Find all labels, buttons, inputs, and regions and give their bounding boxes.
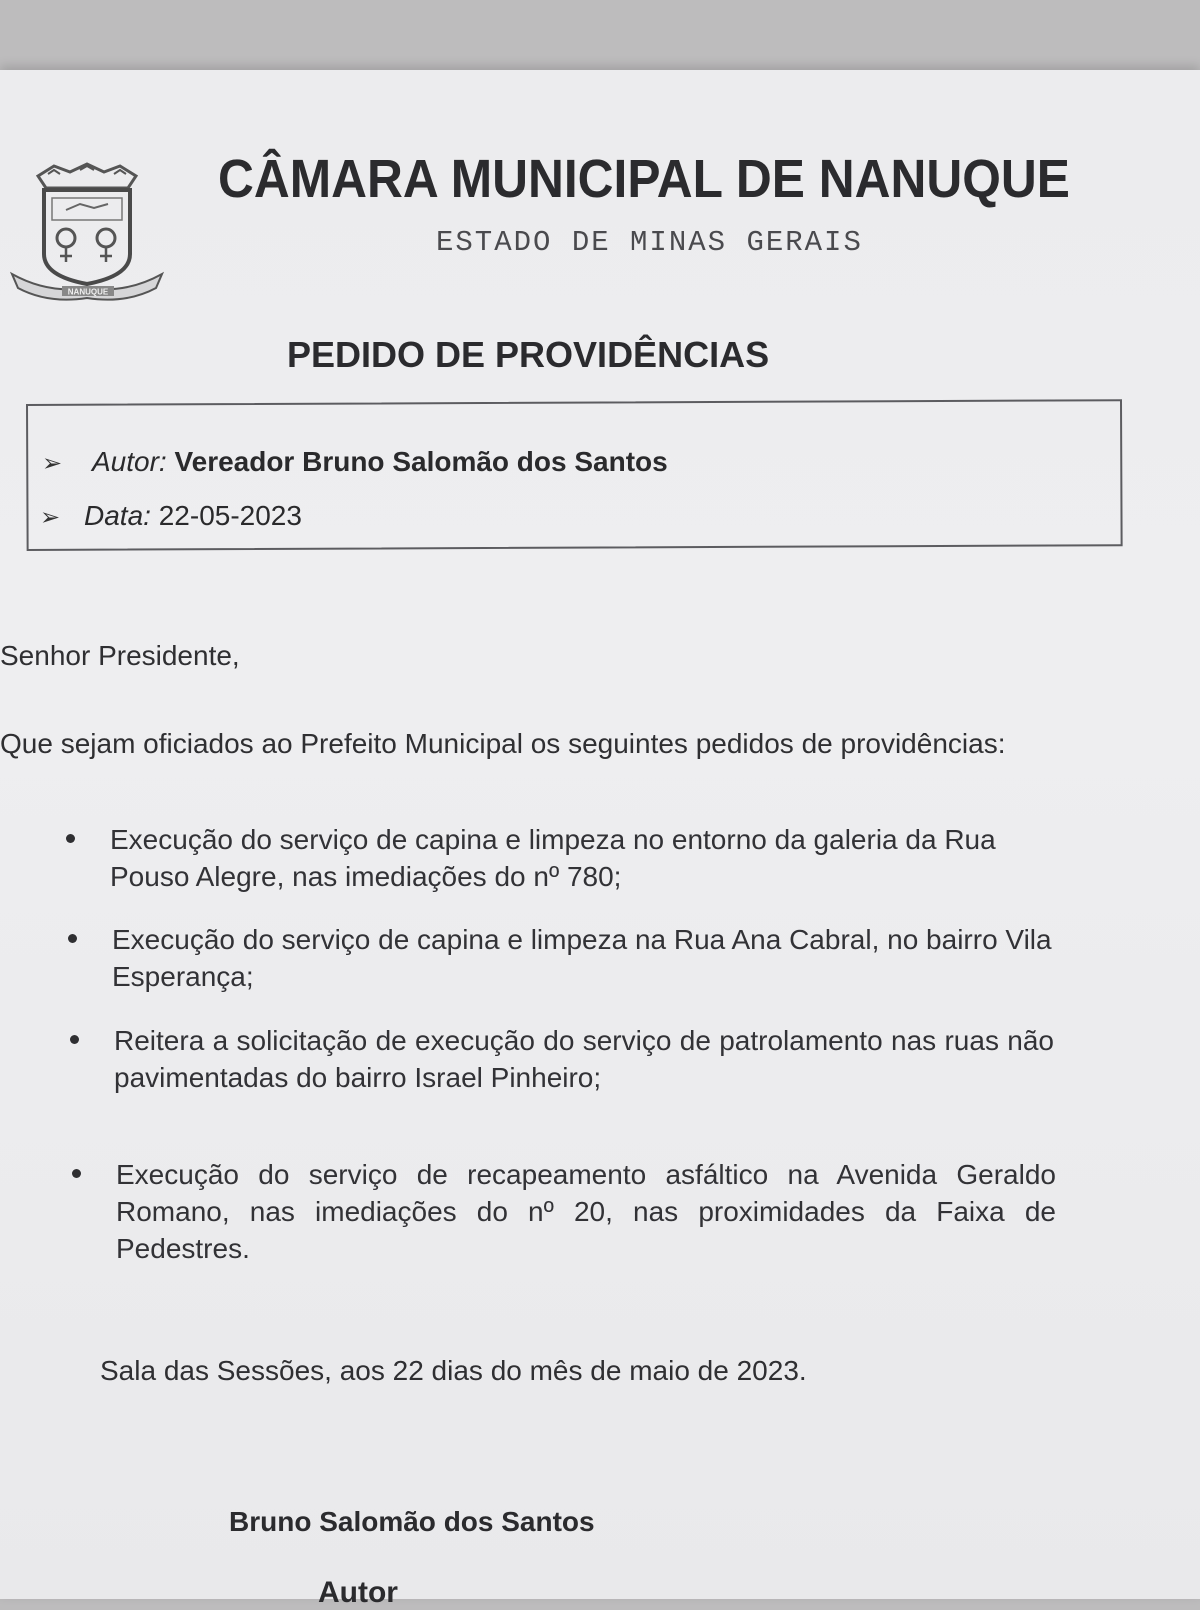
arrow-icon: ➢: [42, 450, 63, 477]
date-value: 22-05-2023: [158, 500, 302, 531]
coat-of-arms-icon: [8, 158, 166, 310]
salutation: Senhor Presidente,: [0, 640, 240, 671]
bullet-icon: [70, 1035, 79, 1044]
page-title: CÂMARA MUNICIPAL DE NANUQUE: [218, 149, 1070, 209]
list-item: [114, 1022, 1054, 1096]
arrow-icon: ➢: [40, 504, 61, 531]
closing-line: Sala das Sessões, aos 22 dias do mês de maio de 2023.: [100, 1355, 807, 1386]
list-item: [110, 821, 1050, 895]
crest-label: NANUQUE: [67, 287, 109, 297]
document-heading: PEDIDO DE PROVIDÊNCIAS: [287, 334, 770, 375]
request-text: Execução do serviço de recapeamento asfáltico na Avenida Geraldo Romano, nas imediações do nº 20, nas proximidades da Faixa de Pedestres.: [116, 1159, 1056, 1264]
page-subtitle: ESTADO DE MINAS GERAIS: [436, 226, 863, 259]
intro-paragraph: Que sejam oficiados ao Prefeito Municipal os seguintes pedidos de providências:: [0, 728, 1006, 759]
request-text: Execução do serviço de capina e limpeza na Rua Ana Cabral, no bairro Vila Esperança;: [112, 924, 1052, 992]
author-value: Vereador Bruno Salomão dos Santos: [174, 446, 668, 477]
list-item: [116, 1156, 1056, 1267]
bullet-icon: [72, 1169, 81, 1178]
signature-name: Bruno Salomão dos Santos: [229, 1506, 595, 1537]
request-text: Execução do serviço de capina e limpeza no entorno da galeria da Rua Pouso Alegre, nas imediações do nº 780;: [110, 824, 996, 892]
bullet-icon: [68, 934, 77, 943]
cut-off-text: Autor: [318, 1576, 398, 1609]
date-line: [40, 500, 302, 532]
author-line: [42, 446, 668, 478]
list-item: [112, 921, 1052, 995]
bullet-icon: [66, 834, 75, 843]
author-label: Autor:: [92, 446, 167, 477]
request-text: Reitera a solicitação de execução do serviço de patrolamento nas ruas não pavimentadas do bairro Israel Pinheiro;: [114, 1025, 1054, 1093]
date-label: Data:: [84, 500, 151, 531]
